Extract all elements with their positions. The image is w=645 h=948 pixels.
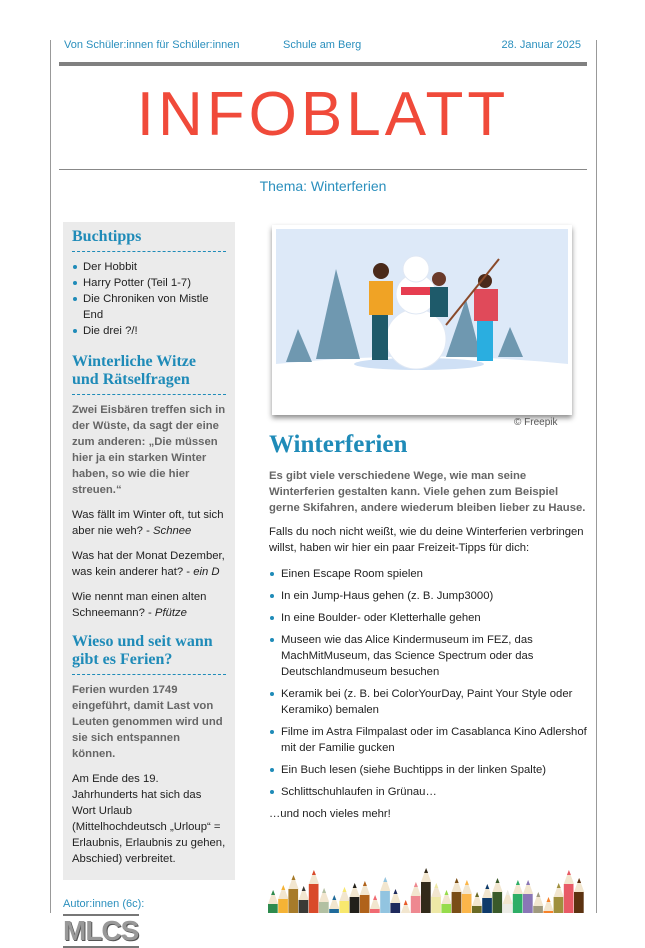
page-title: INFOBLATT [136,80,510,149]
tips-list [269,566,587,800]
list-item: Einen Escape Room spielen [269,566,587,582]
why-heading: Wieso und seit wann gibt es Ferien? [72,633,226,675]
pencil-icon [431,883,441,913]
list-item: Der Hobbit [72,259,226,275]
pencil-icon [401,900,411,913]
winter-illustration [272,225,572,415]
list-item: In eine Boulder- oder Kletterhalle gehen [269,610,587,626]
pencil-icon [268,890,278,913]
title-rule [59,169,587,170]
joke-main: Zwei Eisbären treffen sich in der Wüste, da sagt der eine zum anderen: „Die müssen hier ja ein starken Winter haben, so wie die hier streuen.“ [72,404,226,496]
pencil-icon [503,890,513,913]
article-outro: …und noch vieles mehr! [269,808,391,820]
article-intro: Falls du noch nicht weißt, wie du deine Winterferien verbringen willst, haben wir hier ein paar Freizeit-Tipps für dich: [269,526,584,554]
pencil-icon [533,892,543,913]
jokes-heading: Winterliche Witze und Rätselfragen [72,353,226,395]
pencil-icon [564,870,574,913]
pencil-icon [472,892,482,913]
header-tagline: Von Schüler:innen für Schüler:innen [64,39,240,51]
riddle-answer: ein D [193,566,220,578]
books-heading: Buchtipps [72,228,226,252]
riddle-question: Wie nennt man einen alten Schneemann? - [72,591,207,619]
riddle-answer: Schnee [153,525,192,537]
why-bold-text: Ferien wurden 1749 eingeführt, damit Last von Leuten genommen wird und sie sich entspannen können. [72,684,223,760]
pencil-icon [390,889,400,913]
riddle-question: Was hat der Monat Dezember, was kein anderer hat? - [72,550,225,578]
main-article [269,430,587,830]
pencil-icon [288,875,298,913]
pencils-decoration [268,850,588,913]
list-item: Harry Potter (Teil 1-7) [72,275,226,291]
pencil-icon [574,878,584,913]
pencil-icon [523,880,533,913]
person-middle [430,272,448,317]
pencil-icon [350,883,360,913]
riddle-question: Was fällt im Winter oft, tut sich aber nie weh? - [72,509,224,537]
pencil-icon [462,880,472,913]
pencil-icon [543,897,553,913]
riddle [72,548,226,580]
list-item: Filme im Astra Filmpalast oder im Casablanca Kino Adlershof mit der Familie gucken [269,724,587,756]
pencil-icon [411,882,421,913]
pencil-icon [554,883,564,913]
list-item: Die Chroniken von Mistle End [72,291,226,323]
pencil-icon [278,885,288,913]
books-list [72,259,226,339]
pencil-icon [309,870,319,913]
list-item: In ein Jump-Haus gehen (z. B. Jump3000) [269,588,587,604]
sidebar [63,222,235,880]
riddle-answer: Pfütze [154,607,187,619]
header-rule [59,62,587,66]
authors-logo: MLCS [63,915,139,946]
pencil-icon [492,878,502,913]
list-item: Ein Buch lesen (siehe Buchtipps in der linken Spalte) [269,762,587,778]
list-item: Museen wie das Alice Kindermuseum im FEZ, das MachMitMuseum, das Science Spectrum oder das Deutschlandmuseum besuchen [269,632,587,680]
pencil-icon [299,886,309,913]
header-school: Schule am Berg [283,39,362,51]
why-text: Am Ende des 19. Jahrhunderts hat sich das Wort Urlaub (Mittelhochdeutsch „Urloup“ = Erlaubnis, Erlaubnis zu gehen, Abschied) verbreitet. [72,773,226,865]
list-item: Schlittschuhlaufen in Grünau… [269,784,587,800]
image-credit: © Freepik [514,417,558,428]
pencil-icon [339,887,349,913]
left-column [63,222,235,948]
article-lead: Es gibt viele verschiedene Wege, wie man seine Winterferien gestalten kann. Viele gehen zum Beispiel gerne Skifahren, andere wiederum bleiben lieber zu Hause. [269,470,586,514]
pencil-icon [380,877,390,913]
pencil-icon [513,880,523,913]
riddle [72,507,226,539]
list-item: Keramik bei (z. B. bei ColorYourDay, Paint Your Style oder Keramiko) bemalen [269,686,587,718]
pencil-icon [370,895,380,913]
header-date: 28. Januar 2025 [501,39,581,51]
page-border-right [596,40,597,913]
page-border-left [50,40,51,913]
pencil-icon [360,881,370,913]
pencil-icon [421,868,431,913]
article-heading: Winterferien [269,431,408,458]
pencil-icon [441,890,451,913]
list-item: Die drei ?/! [72,323,226,339]
pencil-icon [452,878,462,913]
pencil-icon [329,895,339,913]
pencil-icon [319,888,329,913]
authors-label: Autor:innen (6c): [63,898,145,910]
riddle [72,589,226,621]
pencil-icon [482,884,492,913]
theme-subtitle: Thema: Winterferien [259,178,387,194]
snowman-illustration [276,229,568,411]
